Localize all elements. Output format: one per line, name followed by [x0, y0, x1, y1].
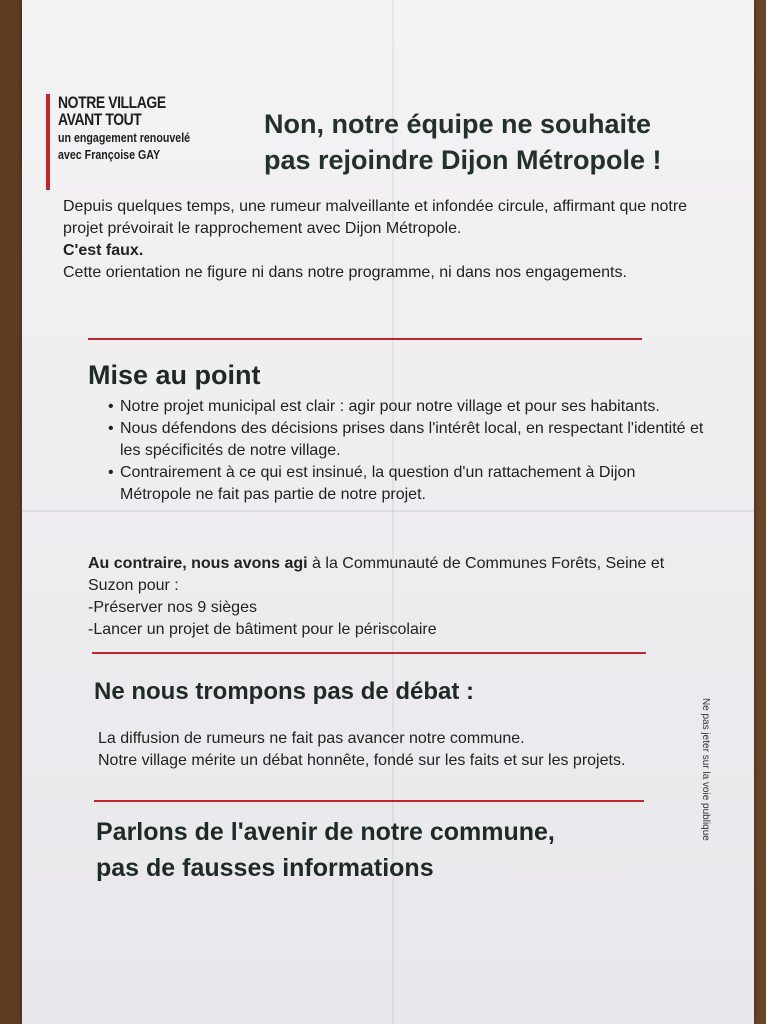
fold-crease-horizontal: [22, 510, 754, 512]
action-block: [88, 553, 688, 641]
intro-claim: C'est faux.: [63, 242, 144, 259]
logo-line-3: un engagement renouvelé: [58, 130, 191, 145]
list-item: • Contrairement à ce qui est insinué, la question d'un rattachement à Dijon Métropole ne fait pas partie de notre projet.: [108, 462, 708, 506]
closing-line-1: Parlons de l'avenir de notre commune,: [96, 818, 555, 846]
divider-3: [94, 800, 644, 802]
closing-line-2: pas de fausses informations: [96, 854, 434, 882]
debat-block: [98, 728, 698, 772]
action-item-periscolaire: -Lancer un projet de bâtiment pour le périscolaire: [88, 621, 437, 638]
logo-line-1: NOTRE VILLAGE: [58, 93, 166, 112]
page-headline: Non, notre équipe ne souhaite pas rejoindre Dijon Métropole !: [264, 109, 662, 175]
section-title-debat: Ne nous trompons pas de débat :: [94, 678, 475, 705]
closing-statement: [96, 814, 676, 886]
action-item-seats: -Préserver nos 9 sièges: [88, 599, 257, 616]
campaign-logo: [46, 94, 216, 190]
action-lead-bold: Au contraire, nous avons agi: [88, 555, 308, 572]
list-item: • Notre projet municipal est clair : agir pour notre village et pour ses habitants.: [108, 396, 708, 418]
section-title-mise-au-point: Mise au point: [88, 360, 261, 390]
divider-2: [92, 652, 646, 654]
logo-line-4: avec Françoise GAY: [58, 147, 161, 162]
mise-au-point-list: [108, 396, 708, 506]
logo-line-2: AVANT TOUT: [58, 110, 142, 129]
intro-paragraph: Depuis quelques temps, une rumeur malveillante et infondée circule, affirmant que notre projet prévoirait le rapprochement avec Dijon Métropole.: [63, 198, 688, 237]
debat-line-2: Notre village mérite un débat honnête, fondé sur les faits et sur les projets.: [98, 752, 626, 769]
action-lead-rest: à la Communauté de Communes Forêts, Seine et Suzon pour :: [88, 555, 665, 594]
debat-line-1: La diffusion de rumeurs ne fait pas avancer notre commune.: [98, 730, 525, 747]
side-disposal-note: Ne pas jeter sur la voie publique: [700, 698, 711, 841]
list-item: • Nous défendons des décisions prises dans l'intérêt local, en respectant l'identité et les spécificités de notre village.: [108, 418, 708, 462]
divider-1: [88, 338, 642, 340]
intro-followup: Cette orientation ne figure ni dans notre programme, ni dans nos engagements.: [63, 264, 627, 281]
intro-block: [63, 196, 703, 284]
